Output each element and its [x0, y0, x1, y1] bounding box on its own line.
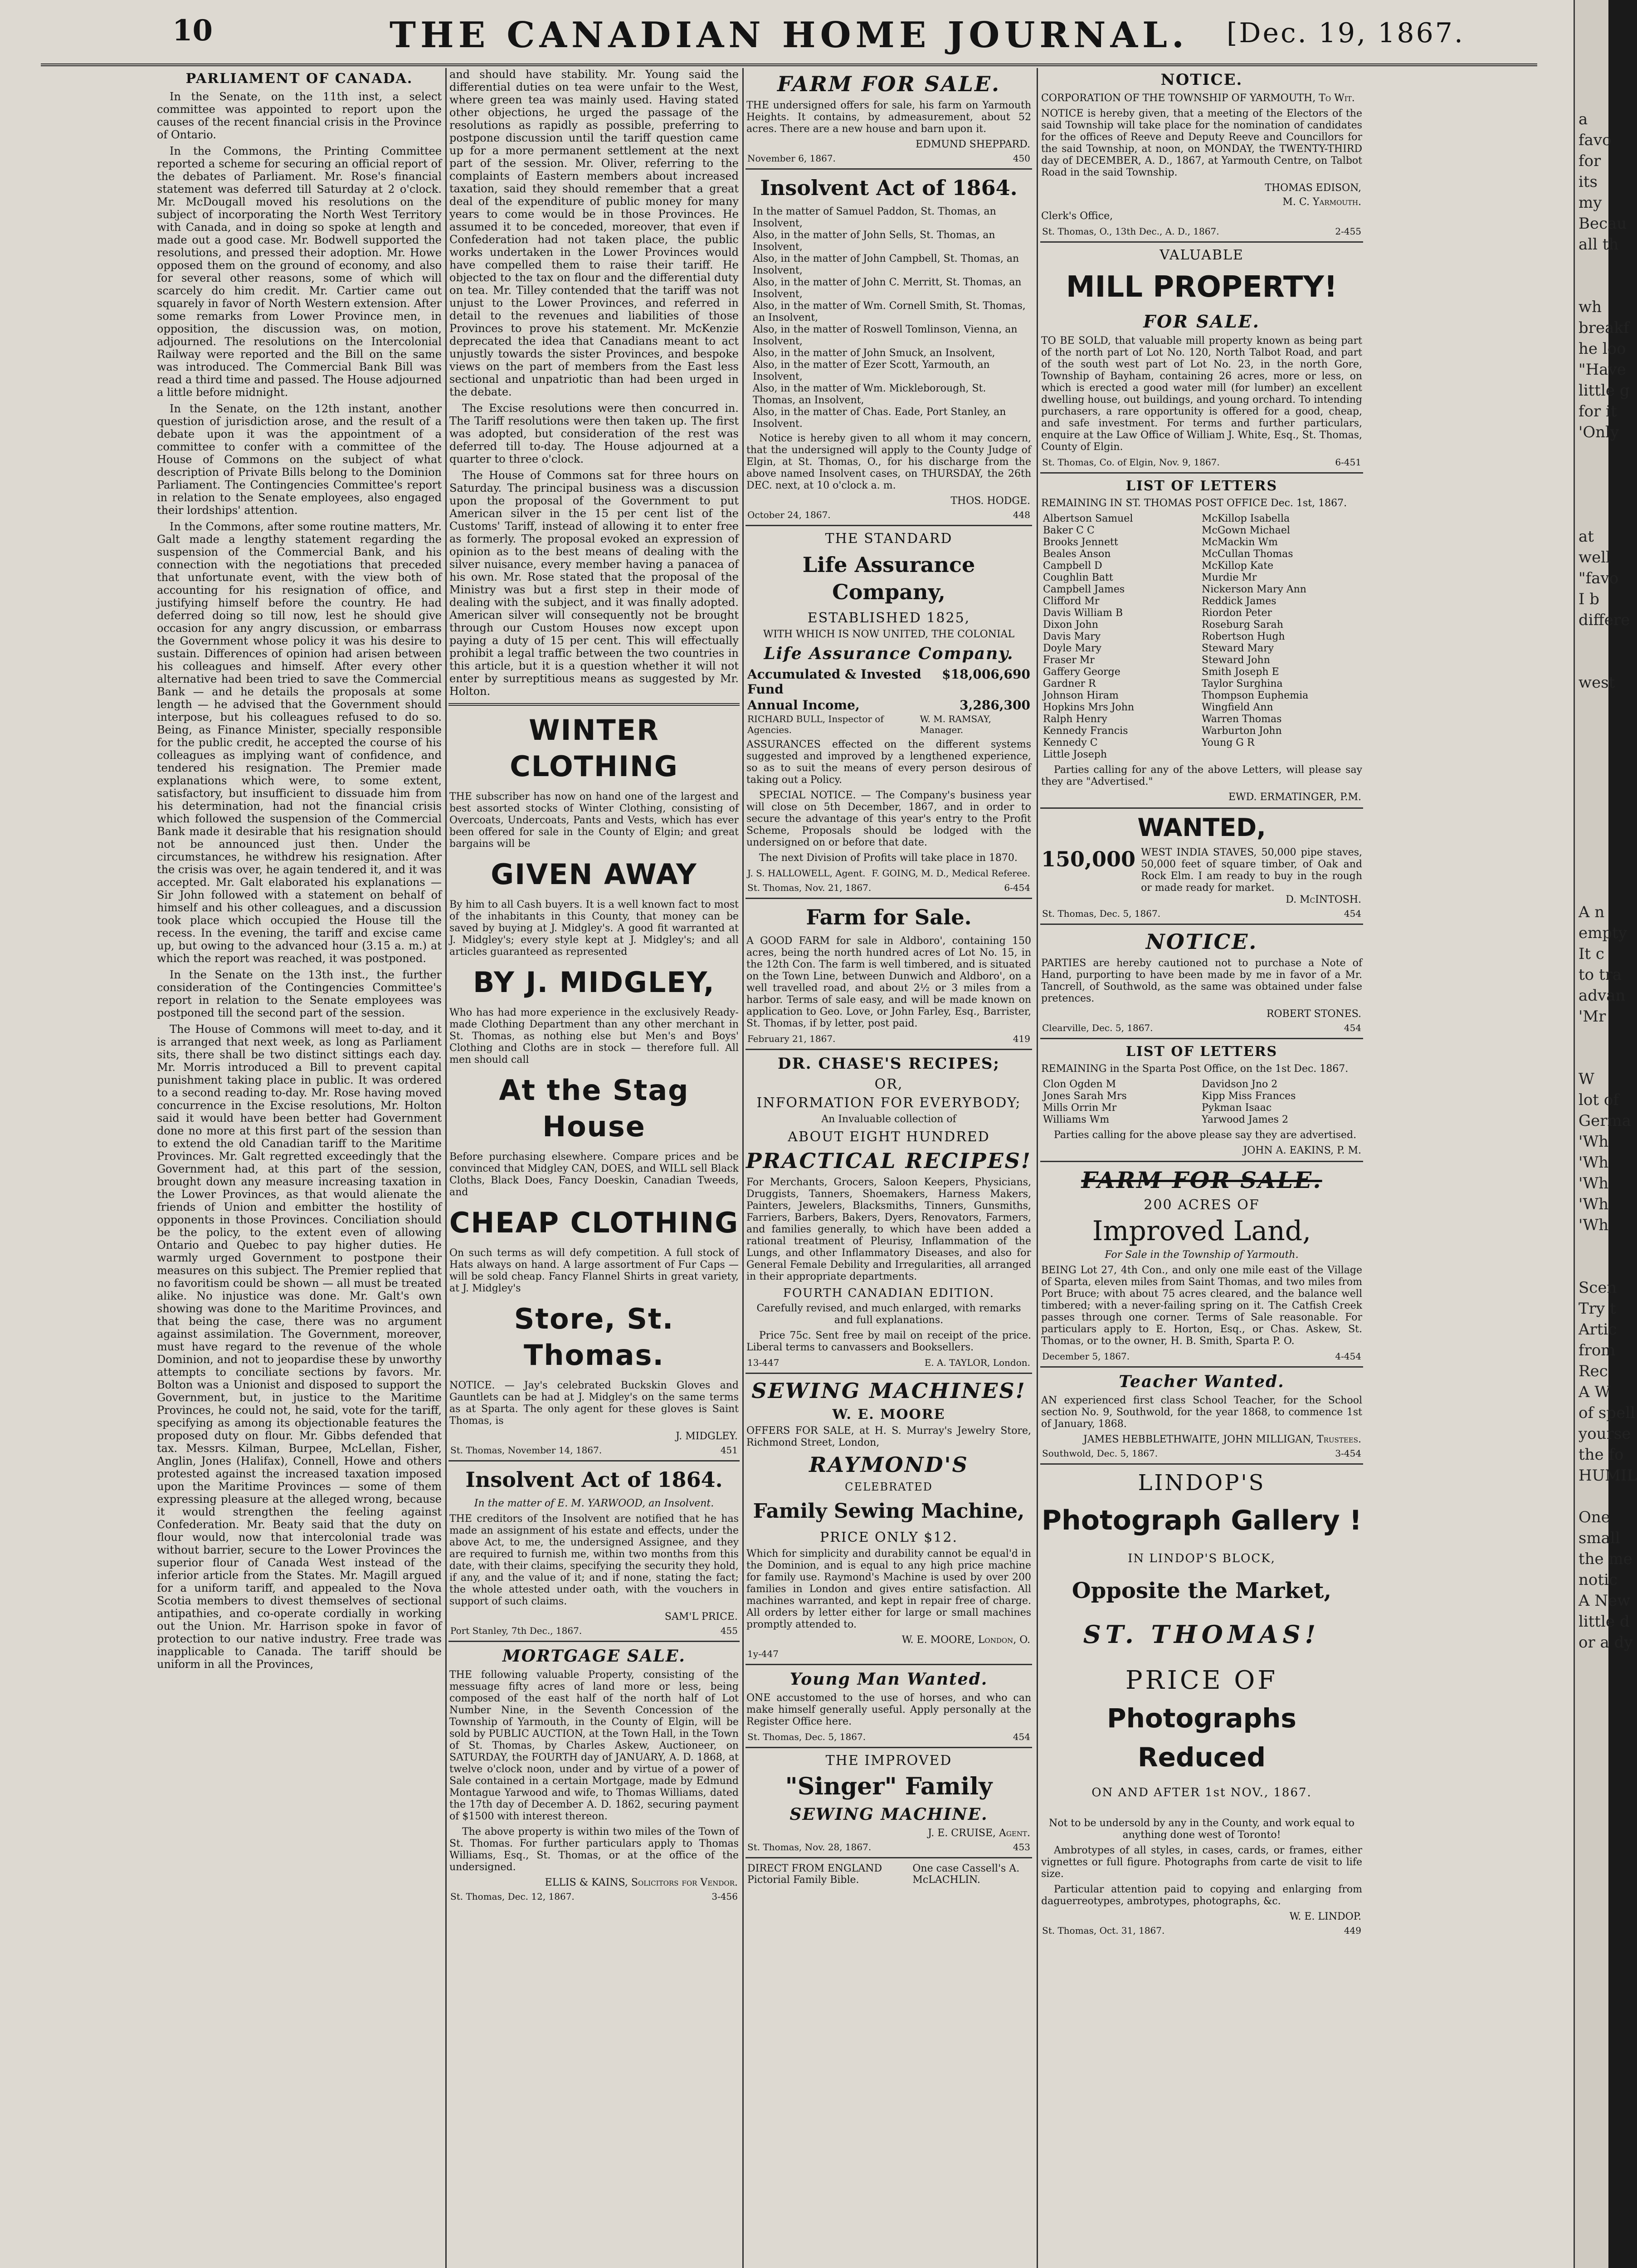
ad-signature: JAMES HEBBLETHWAITE, JOHN MILLIGAN, Trustees.: [1083, 1434, 1361, 1445]
letter-name: Little Joseph: [1043, 749, 1107, 760]
ad-heading: LIST OF LETTERS: [1125, 1044, 1278, 1060]
ad-code: 453: [1013, 1842, 1030, 1853]
ad-date: Southwold, Dec. 5, 1867.: [1042, 1448, 1158, 1459]
ad-heading: SEWING MACHINES!: [751, 1378, 1026, 1403]
letter-name: Pykman Isaac: [1202, 1102, 1272, 1114]
letter-name: Davis Mary: [1043, 631, 1101, 642]
ad-life-assurance: [744, 531, 1034, 893]
ad-date: October 24, 1867.: [747, 509, 831, 520]
article-paragraph: In the Senate, on the 11th inst, a select committee was appointed to report upon the causes of the recent financial crisis in the Province of Ontario.: [157, 90, 442, 141]
insolvent-list: [753, 206, 1030, 430]
adjacent-page-text: a favo for its my Becau all th wh breakf he loo "Have little g for it 'Only at well "favo I b differe west A n empty It c to tra advan 'Mr W lot of Germa 'Wh 'Wh 'Wh 'Wh 'Wh Scen Try t Artic from Rec A W of spell yourse the fo HUMIL One small the me notic A New little d or a dy: [1579, 110, 1637, 1652]
ad-text: Ambrotypes of all styles, in cases, cards, or frames, either vignettes or full figure. Photographs from carte de visit to life size.: [1041, 1845, 1362, 1880]
letter-name: Hopkins Mrs John: [1043, 702, 1135, 713]
ad-code: 449: [1344, 1925, 1361, 1936]
ad-heading: At the Stag House: [499, 1074, 689, 1143]
ad-footer: [747, 1648, 1030, 1659]
ad-heading: "Singer" Family: [785, 1773, 993, 1800]
ad-date: St. Thomas, November 14, 1867.: [450, 1445, 602, 1456]
ad-heading: Farm for Sale.: [806, 905, 972, 929]
ad-text: BEING Lot 27, 4th Con., and only one mile east of the Village of Sparta, eleven miles from Saint Thomas, and two miles from Port Bruce; with about 75 acres cleared, and the balance well timbered; with a never-failing spring on it. The Catfish Creek passes through one corner. Terms of Sale reasonable. For particulars apply to E. Horton, Esq., or Chas. Askew, St. Thomas, or to the owner, H. B. Smith, Sparta P. O.: [1041, 1265, 1362, 1347]
letter-name: Davis William B: [1043, 607, 1123, 619]
letter-name: Clon Ogden M: [1043, 1079, 1116, 1090]
ad-heading: LINDOP'S: [1138, 1470, 1266, 1496]
article-paragraph: The House of Commons sat for three hours on Saturday. The principal business was a discussion upon the proposal of the Government to put American silver in the 15 per cent list of the Customs' Tariff, instead of allowing it to enter free as formerly. The proposal evoked an expression of opinion as to the best means of dealing with the silver nuisance, every member having a panacea of his own. Mr. Rose stated that the proposal of the Ministry was but a first step in their mode of dealing with the subject, and it was finally adopted. American silver will consequently not be brought through our Custom Houses now except upon paying a duty of 15 per cent. This will effectually prohibit a legal traffic between the two countries in this article, but it is a question whether it will not enter by surreptitious means as suggested by Mr. Holton.: [449, 469, 739, 698]
list-item: In the matter of Samuel Paddon, St. Thomas, an Insolvent,: [753, 206, 996, 229]
ad-heading: MILL PROPERTY!: [1066, 270, 1338, 304]
letter-name: Young G R: [1202, 737, 1255, 748]
letter-name: McMackin Wm: [1202, 537, 1278, 548]
letters-list: [1043, 513, 1360, 761]
income-row: [747, 698, 1030, 713]
ad-footer: [747, 1842, 1030, 1853]
divider: [1040, 1366, 1363, 1368]
ad-subheading: FOR SALE.: [1143, 311, 1260, 332]
ad-notice-yarmouth: [1038, 71, 1365, 237]
ad-subheading: W. E. MOORE: [832, 1407, 945, 1422]
adjacent-page-edge: [1574, 0, 1637, 2268]
letter-name: Mills Orrin Mr: [1043, 1102, 1117, 1114]
ad-heading: PRACTICAL RECIPES!: [745, 1149, 1032, 1173]
letter-name: Fraser Mr: [1043, 655, 1095, 666]
letter-name: Gardner R: [1043, 678, 1096, 689]
ad-signature: J. MIDGLEY.: [676, 1431, 738, 1442]
article-paragraph: The House of Commons will meet to-day, and it is arranged that next week, as long as Parliament sits, there shall be two distinct sittings each day. Mr. Morris introduced a Bill to prevent capital punishment taking place in public. It was ordered to a second reading to-day. Mr. Rose having moved concurrence in the Excise resolutions, Mr. Holton said it would have been better had Government done no more at this first part of the session than to extend the old Canadian tariff to the Maritime Provinces. Mr. Galt regretted exceedingly that the Government had, at this part of the session, brought down any measure increasing taxation in the Lower Provinces, as that would alienate the friends of Union and embitter the hostility of opponents in those Provinces. Conciliation should be the policy, to the extent even of allowing Ontario and Quebec to pay higher duties. He warmly urged Government to postpone their measures on this subject. The Premier replied that no favoritism could be shown — all must be treated alike. No injustice was done. Mr. Galt's own showing was done to the Maritime Provinces, and that being the case, there was no argument against assimilation. The Government, moreover, must have regard to the revenue of the whole Dominion, and not to jeopardise these by unworthy attempts to conciliate sections by favors. Mr. Bolton was a Unionist and disposed to support the Government, but, in justice to the Maritime Provinces, he could not, he said, vote for the tariff, specifying as among its objectionable features the proposed duty on flour. Mr. Gibbs defended that tax. Messrs. Kilman, Burpee, McLellan, Fisher, Anglin, Jones (Halifax), Connell, Howe and others protested against the increased taxation imposed upon the Maritime Provinces — some of them expressing pleasure at the alleged wrong, because it would strengthen the feeling against Confederation. Mr. Beaty said that the duty on flour would, now that intercolonial trade was without barrier, secure to the Lower Provinces the superior flour of Canada West instead of the inferior article from the States. Mr. Magill argued for a uniform tariff, and appealed to the Nova Scotia members to divest themselves of sectional antipathies, and co-operate cordially in working out the Union. Mr. Harrison spoke in favor of protection to our native industry. Free trade was inapplicable to Canada. The tariff should be uniform in all the Provinces,: [157, 1023, 442, 1671]
ad-date: St. Thomas, Nov. 21, 1867.: [747, 882, 872, 893]
divider: [1040, 924, 1363, 925]
fund-label: Accumulated & Invested Fund: [747, 667, 921, 697]
ad-code: 450: [1013, 153, 1030, 164]
column-rule: [1037, 68, 1038, 2268]
agent: J. S. HALLOWELL, Agent.: [747, 868, 866, 879]
article-paragraph: In the Senate on the 13th inst., the further consideration of the Contingencies Committee's report in relation to the Senate employees was postponed till the second part of the session.: [157, 968, 442, 1019]
ad-heading: ST. THOMAS!: [1083, 1620, 1320, 1649]
ad-signature: SAM'L PRICE.: [664, 1611, 738, 1623]
ad-signature: THOMAS EDISON,: [1265, 182, 1361, 194]
ad-kicker: THE IMPROVED: [825, 1753, 952, 1769]
list-item: Also, in the matter of Wm. Mickleborough, St. Thomas, an Insolvent,: [753, 383, 986, 406]
ad-signature: EDMUND SHEPPARD.: [916, 139, 1030, 150]
ad-heading: MORTGAGE SALE.: [502, 1647, 686, 1666]
ad-heading: CHEAP CLOTHING: [449, 1206, 739, 1239]
ad-mortgage-sale: [447, 1647, 741, 1902]
ad-date: November 6, 1867.: [747, 153, 836, 164]
letter-name: Ralph Henry: [1043, 714, 1107, 725]
ad-date: Port Stanley, 7th Dec., 1867.: [450, 1625, 582, 1636]
letter-name: [1202, 749, 1360, 761]
ad-date: St. Thomas, O., 13th Dec., A. D., 1867.: [1042, 226, 1219, 237]
letter-name: Albertson Samuel: [1043, 513, 1133, 524]
ad-footer: [1042, 457, 1361, 468]
letter-name: Thompson Euphemia: [1202, 690, 1309, 701]
divider: [1040, 472, 1363, 474]
list-item: Also, in the matter of Roswell Tomlinson, Vienna, an Insolvent,: [753, 324, 1018, 347]
ad-code: 419: [1013, 1033, 1030, 1044]
letter-name: Brooks Jennett: [1043, 537, 1118, 548]
ad-text: TO BE SOLD, that valuable mill property known as being part of the north part of Lot No. 120, North Talbot Road, and part of the south west part of Lot No. 23, in the north Gore, Township of Bayham, containing 26 acres, more or less, on which is erected a good water mill (for lumber) an excellent dwelling house, out buildings, and young orchard. To intending purchasers, a rare opportunity is offered for a good, cheap, and safe investment. For terms and further particulars, enquire at the Law Office of William J. White, Esq., St. Thomas, County of Elgin.: [1041, 335, 1362, 453]
ad-heading: GIVEN AWAY: [491, 858, 697, 891]
ad-heading: DR. CHASE'S RECIPES;: [778, 1055, 1000, 1073]
ad-letters-sparta: [1038, 1044, 1365, 1156]
ad-heading: NOTICE.: [1160, 71, 1243, 89]
divider: [745, 168, 1032, 170]
letter-name: Murdie Mr: [1202, 572, 1257, 583]
ad-farm-improved-land: [1038, 1167, 1365, 1362]
ad-code: 448: [1013, 509, 1030, 520]
column-two: [447, 68, 741, 2268]
letter-name: Williams Wm: [1043, 1114, 1110, 1125]
ad-subline: ON AND AFTER 1st NOV., 1867.: [1091, 1786, 1312, 1799]
ad-text: Not to be undersold by any in the County, and work equal to anything done west of Toronto!: [1048, 1818, 1355, 1841]
ad-text: Which for simplicity and durability cannot be equal'd in the Dominion, and is equal to any high price machine for family use. Raymond's Machine is used by over 200 families in London and gives entire satisfaction. All machines warranted, and kept in repair free of charge. All orders by letter either for large or small machines promptly attended to.: [746, 1548, 1031, 1630]
ad-signature: D. McINTOSH.: [1286, 894, 1361, 905]
letter-name: Roseburg Sarah: [1202, 619, 1283, 631]
ad-heading: Young Man Wanted.: [789, 1670, 988, 1689]
ad-letters-st-thomas: [1038, 478, 1365, 803]
ad-subline: Clerk's Office,: [1041, 210, 1113, 222]
ad-text: PARTIES are hereby cautioned not to purchase a Note of Hand, purporting to have been made by me in favor of a Mr. Tancrell, of Southwold, as the same was obtained under false pretences.: [1041, 958, 1362, 1004]
list-item: Also, in the matter of John C. Merritt, St. Thomas, an Insolvent,: [753, 277, 1022, 300]
ad-subline: ABOUT EIGHT HUNDRED: [788, 1129, 990, 1145]
column-parliament: [154, 68, 444, 2268]
ad-subline: 200 ACRES OF: [1144, 1197, 1260, 1213]
letter-name: Davidson Jno 2: [1202, 1079, 1278, 1090]
letter-name: Nickerson Mary Ann: [1202, 584, 1306, 595]
letter-name: Riordon Peter: [1202, 607, 1272, 619]
ad-signature: ROBERT STONES.: [1266, 1008, 1361, 1020]
divider: [745, 1747, 1032, 1748]
ad-subheading: For Sale in the Township of Yarmouth.: [1105, 1249, 1299, 1261]
ad-date: Clearville, Dec. 5, 1867.: [1042, 1022, 1153, 1033]
ad-text: OFFERS FOR SALE, at H. S. Murray's Jewelry Store, Richmond Street, London,: [746, 1425, 1031, 1448]
ad-text: ASSURANCES effected on the different systems suggested and improved by a lengthened experience, so as to suit the means of every person desirous of taking out a Policy.: [746, 739, 1031, 786]
ad-singer-machine: [744, 1753, 1034, 1853]
ad-farm-yarmouth-heights: [744, 72, 1034, 164]
income-value: 3,286,300: [960, 698, 1030, 713]
ad-subline: CELEBRATED: [845, 1481, 933, 1493]
ad-text: Carefully revised, and much enlarged, with remarks and full explanations.: [756, 1303, 1021, 1326]
divider: [745, 525, 1032, 526]
ad-code: 4-454: [1335, 1351, 1361, 1362]
ad-subline: FOURTH CANADIAN EDITION.: [783, 1286, 995, 1300]
ad-signature: JOHN A. EAKINS, P. M.: [1243, 1145, 1361, 1156]
ad-footer: [747, 1731, 1030, 1742]
ad-text: For Merchants, Grocers, Saloon Keepers, Physicians, Druggists, Tanners, Shoemakers, Harness Makers, Painters, Jewelers, Blacksmiths, Tinners, Gunsmiths, Farriers, Barbers, Bakers, Dyers, Renovators, Farmers, and families generally, to which have been added a rational treatment of Pleurisy, Inflammation of the Lungs, and other Inflammatory Diseases, and also for General Female Debility and Irregularities, all arranged in their appropriate departments.: [746, 1177, 1031, 1282]
ad-text: Particular attention paid to copying and enlarging from daguerreotypes, ambrotypes, photographs, &c.: [1041, 1884, 1362, 1907]
ad-text: SPECIAL NOTICE. — The Company's business year will close on 5th December, 1867, and in order to secure the advantage of this year's entry to the Profit Scheme, Proposals should be lodged with the undersigned on or before that date.: [746, 790, 1031, 848]
ad-signature: M. C. Yarmouth.: [1282, 196, 1361, 208]
letter-name: Wingfield Ann: [1202, 702, 1273, 713]
letter-name: Doyle Mary: [1043, 643, 1101, 654]
letter-name: Beales Anson: [1043, 548, 1111, 560]
ad-heading: PRICE OF: [1125, 1666, 1278, 1695]
divider: [1040, 1161, 1363, 1162]
ad-subline: WITH WHICH IS NOW UNITED, THE COLONIAL: [763, 629, 1015, 640]
divider: [448, 703, 740, 706]
ad-date: St. Thomas, Dec. 5, 1867.: [747, 1731, 866, 1742]
ad-heading: Insolvent Act of 1864.: [465, 1467, 723, 1492]
ad-code: 13-447: [747, 1357, 780, 1368]
ad-footer: [747, 1033, 1030, 1044]
fund-value: $18,006,690: [942, 667, 1030, 682]
ad-footer: [450, 1891, 738, 1902]
officers-row: [747, 714, 1030, 735]
ad-footer: [450, 1445, 738, 1456]
ad-text: Before purchasing elsewhere. Compare prices and be convinced that Midgley CAN, DOES, and WILL sell Black Cloths, Black Does, Fancy Doeskin, Canadian Tweeds, and: [449, 1151, 739, 1198]
ad-text: Who has had more experience in the exclusively Ready-made Clothing Department than any other merchant in St. Thomas, as nothing else but Men's and Boys' Clothing and Cloths are in stock — therefore full. All men should call: [449, 1007, 739, 1066]
ad-subline: ESTABLISHED 1825,: [807, 610, 970, 626]
ad-date: St. Thomas, Co. of Elgin, Nov. 9, 1867.: [1042, 457, 1220, 468]
newspaper-title: THE CANADIAN HOME JOURNAL.: [390, 15, 1189, 56]
letter-name: Clifford Mr: [1043, 596, 1100, 607]
ad-text: Parties calling for any of the above Letters, will please say they are "Advertised.": [1041, 764, 1362, 787]
ad-text: By him to all Cash buyers. It is a well known fact to most of the inhabitants in this County, that money can be saved by buying at J. Midgley's. A good fit warranted at J. Midgley's; every style kept at J. Midgley's; and all articles guaranteed as represented: [449, 899, 739, 958]
divider: [745, 1857, 1032, 1858]
letter-name: McGown Michael: [1202, 525, 1290, 536]
ad-text: The above property is within two miles of the Town of St. Thomas. For further particulars apply to Thomas Williams, Esq., St. Thomas, or at the office of the undersigned.: [449, 1826, 739, 1873]
article-paragraph: In the Senate, on the 12th instant, another question of jurisdiction arose, and the result of a debate upon it was the appointment of a committee to confer with a committee of the House of Commons on the subject of what description of Private Bills belong to the Dominion Parliament. The Contingencies Committee's report in relation to the Senate employees, also engaged their lordships' attention.: [157, 402, 442, 517]
ad-text: REMAINING IN ST. THOMAS POST OFFICE Dec. 1st, 1867.: [1041, 498, 1347, 509]
divider: [448, 1641, 740, 1642]
ad-heading: BY J. MIDGLEY,: [473, 966, 715, 999]
ad-footer: [1042, 1448, 1361, 1459]
divider: [1040, 1038, 1363, 1039]
ad-heading: Teacher Wanted.: [1119, 1372, 1285, 1391]
ad-signature: E. A. TAYLOR, London.: [924, 1357, 1030, 1368]
bible-right: One case Cassell's A. McLACHLIN.: [912, 1863, 1020, 1886]
article-paragraph: In the Commons, after some routine matters, Mr. Galt made a lengthy statement regarding the suspension of the Commercial Bank, and his connection with the negotiations that preceded that unfortunate event, with the view both of accounting for his resignation of office, and justifying himself before the country. He had deferred doing so till now, lest he should give occasion for any angry discussion, or embarrass the Government whose policy it was his desire to sustain. Differences of opinion had arisen between his colleagues and himself. After every other alternative had been tried to save the Commercial Bank — and he details the proposals at some length — he advised that the Government should interpose, but his colleagues refused to do so. Being, as Finance Minister, specially responsible for the public credit, he accepted the course of his colleagues as implying want of confidence, and tendered his resignation. The Premier made explanations which were, to some extent, satisfactory, but insufficient to dissuade him from his determination, had not the financial crisis which followed the suspension of the Commercial Bank made it desirable that his resignation should not be announced just then. Under the circumstances, he withdrew his resignation. After the crisis was over, he again tendered it, and it was accepted. Mr. Galt elaborated his explanations — Sir John followed with a statement on behalf of himself and his other colleagues, and a discussion took place which occupied the House till the recess. In the evening, the tariff and excise came up, but owing to the advanced hour (3.15 a. m.) at which the report was reached, it was postponed.: [157, 520, 442, 965]
article-paragraph: In the Commons, the Printing Committee reported a scheme for securing an official report of the debates of Parliament. Mr. Rose's financial statement was deferred till Saturday at 2 o'clock. Mr. McDougall moved his resolutions on the subject of incorporating the North West Territory with Canada, and in doing so spoke at length and made out a good case. Mr. Bodwell supported the resolutions, and pressed their adoption. Mr. Howe opposed them on the ground of economy, and also for several other reasons, some of which will scarcely do him credit. Mr. Cartier came out squarely in favor of North Western extension. After some remarks from Lower Province men, in opposition, the discussion was, on motion, adjourned. The resolutions on the Intercolonial Railway were reported and the Bill on the same was introduced. The Commercial Bank Bill was read a third time and passed. The House adjourned a little before midnight.: [157, 145, 442, 399]
letter-name: McCullan Thomas: [1202, 548, 1293, 560]
ad-text: THE undersigned offers for sale, his farm on Yarmouth Heights. It contains, by admeasurement, about 52 acres. There are a new house and barn upon it.: [746, 100, 1031, 135]
ad-mill-property: [1038, 247, 1365, 468]
ad-subline: IN LINDOP'S BLOCK,: [1128, 1552, 1276, 1565]
divider: [1040, 1463, 1363, 1465]
ad-subline: CORPORATION OF THE TOWNSHIP OF YARMOUTH, To Wit.: [1041, 93, 1355, 104]
fund-row: [747, 667, 1030, 697]
page-number: 10: [172, 14, 213, 48]
ad-dr-chase-recipes: [744, 1055, 1034, 1368]
ad-text: Notice is hereby given to all whom it may concern, that the undersigned will apply to the County Judge of Elgin, at St. Thomas, O., for his discharge from the above named Insolvent cases, on THURSDAY, the 26th DEC. next, at 10 o'clock a. m.: [746, 433, 1031, 491]
officer-inspector: RICHARD BULL, Inspector of Agencies.: [747, 714, 884, 735]
ad-date: St. Thomas, Nov. 28, 1867.: [747, 1842, 872, 1853]
ad-sewing-machines: [744, 1378, 1034, 1659]
ad-signature: W. E. LINDOP.: [1289, 1911, 1361, 1922]
ad-kicker: THE STANDARD: [825, 531, 953, 547]
ad-text: NOTICE. — Jay's celebrated Buckskin Gloves and Gauntlets can be had at J. Midgley's on the same terms as at Sparta. The only agent for these gloves is Saint Thomas, is: [449, 1380, 739, 1427]
letter-name: Taylor Surghina: [1202, 678, 1283, 689]
ad-text: The next Division of Profits will take place in 1870.: [759, 852, 1018, 864]
ad-subheading: INFORMATION FOR EVERYBODY;: [756, 1095, 1021, 1111]
article-paragraph: and should have stability. Mr. Young said the differential duties on tea were unfair to the West, where green tea was mainly used. Having stated other objections, he urged the passage of the resolutions as rapidly as possible, preferring to postpone discussion until the tariff question came up for a more permanent settlement at the next part of the session. Mr. Oliver, referring to the complaints of Eastern members about increased taxation, said they should remember that a great deal of the expenditure of public money for many years to come would be in those Provinces. He assumed it to be conceded, moreover, that even if Confederation had not taken place, the public works undertaken in the Lower Provinces would have compelled them to raise their tariff. He objected to the tax on flour and the differential duty on tea. Mr. Tilley contended that the tariff was not unjust to the Lower Provinces, and referred in detail to the revenues and liabilities of those Provinces to prove his statement. Mr. McKenzie deprecated the idea that Canadians meant to act unjustly towards the sister Provinces, and bespoke views on the part of members from the East less sectional and unpatriotic than had been urged in the debate.: [449, 68, 739, 398]
ad-footer: [1042, 908, 1361, 919]
letter-name: Johnson Hiram: [1043, 690, 1119, 701]
column-three: [744, 68, 1034, 2268]
ad-teacher-wanted: [1038, 1372, 1365, 1459]
ad-heading: Photograph Gallery !: [1042, 1505, 1362, 1536]
ad-insolvent-yarwood: [447, 1466, 741, 1636]
ad-footer: [1042, 1925, 1361, 1936]
column-four: [1038, 68, 1365, 2268]
letter-name: Warren Thomas: [1202, 714, 1282, 725]
masthead: [41, 9, 1537, 66]
article-paragraph: The Excise resolutions were then concurred in. The Tariff resolutions were then taken up. The first was adopted, but consideration of the rest was deferred till to-day. The House adjourned at a quarter to three o'clock.: [449, 402, 739, 465]
divider: [448, 1460, 740, 1461]
ad-signature: THOS. HODGE.: [950, 495, 1030, 507]
ad-subheading: SEWING MACHINE.: [789, 1805, 988, 1824]
divider: [745, 1373, 1032, 1374]
letter-name: Smith Joseph E: [1202, 666, 1279, 678]
ad-heading: Insolvent Act of 1864.: [760, 176, 1018, 200]
ad-text: ONE accustomed to the use of horses, and who can make himself generally useful. Apply personally at the Register Office here.: [746, 1692, 1031, 1727]
ad-heading: LIST OF LETTERS: [1125, 478, 1278, 494]
ad-code: 3-454: [1335, 1448, 1361, 1459]
ad-code: 6-454: [1004, 882, 1030, 893]
income-label: Annual Income,: [747, 698, 860, 713]
ad-subheading: Life Assurance Company.: [764, 644, 1014, 663]
ad-signature: J. E. CRUISE, Agent.: [928, 1828, 1030, 1839]
ad-code: 454: [1344, 908, 1361, 919]
issue-date: [Dec. 19, 1867.: [1226, 17, 1465, 49]
ad-text: REMAINING in the Sparta Post Office, on the 1st Dec. 1867.: [1041, 1063, 1349, 1075]
ad-text: Price 75c. Sent free by mail on receipt of the price. Liberal terms to canvassers and Booksellers.: [746, 1330, 1031, 1353]
ad-text: THE subscriber has now on hand one of the largest and best assorted stocks of Winter Clothing, consisting of Overcoats, Undercoats, Pants and Vests, which has ever been offered for sale in the County of Elgin; and great bargains will be: [449, 791, 739, 850]
ad-heading: RAYMOND'S: [809, 1452, 969, 1477]
letter-name: Robertson Hugh: [1202, 631, 1285, 642]
ad-footer: [747, 882, 1030, 893]
ad-heading: FARM FOR SALE.: [777, 72, 1001, 96]
divider: [745, 1664, 1032, 1665]
divider: [745, 898, 1032, 899]
ad-heading: NOTICE.: [1145, 929, 1258, 954]
ad-date: St. Thomas, Oct. 31, 1867.: [1042, 1925, 1165, 1936]
list-item: Also, in the matter of Chas. Eade, Port Stanley, an Insolvent.: [753, 406, 1006, 430]
ad-bible: [747, 1863, 1030, 1886]
ad-kicker: VALUABLE: [1160, 247, 1244, 263]
medical-referee: F. GOING, M. D., Medical Referee.: [872, 868, 1030, 879]
ad-heading: WINTER CLOTHING: [510, 714, 678, 783]
ad-text: THE following valuable Property, consisting of the messuage fifty acres of land more or less, being composed of the east half of the north half of Lot Number Nine, in the Seventh Concession of the Township of Yarmouth, in the County of Elgin, will be sold by PUBLIC AUCTION, at the Town Hall, in the Town of St. Thomas, by Charles Askew, Auctioneer, on SATURDAY, the FOURTH day of JANUARY, A. D. 1868, at twelve o'clock noon, under and by virtue of a power of Sale contained in a certain Mortgage, made by Edmund Montague Yarwood and wife, to Thomas Williams, dated the 17th day of December A. D. 1862, securing payment of $1500 with interest thereon.: [449, 1669, 739, 1822]
letter-name: Dixon John: [1043, 619, 1098, 631]
letter-name: Warburton John: [1202, 725, 1282, 737]
letter-name: Gaffery George: [1043, 666, 1121, 678]
ad-heading: Photographs Reduced: [1107, 1703, 1296, 1773]
letter-name: Yarwood James 2: [1202, 1114, 1288, 1125]
staves-row: [1041, 847, 1362, 894]
list-item: Also, in the matter of Ezer Scott, Yarmouth, an Insolvent,: [753, 359, 990, 382]
ad-text: AN experienced first class School Teacher, for the School section No. 9, Southwold, for the year 1868, to commence 1st of January, 1868.: [1041, 1395, 1362, 1430]
divider: [1040, 241, 1363, 243]
letter-name: Campbell James: [1043, 584, 1125, 595]
list-item: Also, in the matter of Wm. Cornell Smith, St. Thomas, an Insolvent,: [753, 300, 1026, 323]
bible-left: DIRECT FROM ENGLAND Pictorial Family Bible.: [747, 1863, 882, 1886]
letter-name: Steward Mary: [1202, 643, 1274, 654]
ad-text: WEST INDIA STAVES, 50,000 pipe staves, 50,000 feet of square timber, of Oak and Rock Elm. I am ready to buy in the rough or made ready for market.: [1141, 847, 1362, 894]
ad-signature: EWD. ERMATINGER, P.M.: [1228, 792, 1361, 803]
letter-name: Coughlin Batt: [1043, 572, 1113, 583]
ad-date: December 5, 1867.: [1042, 1351, 1130, 1362]
ad-date: February 21, 1867.: [747, 1033, 836, 1044]
ad-winter-clothing: [447, 712, 741, 1456]
ad-footer: [747, 1357, 1030, 1368]
ad-subheading: In the matter of E. M. YARWOOD, an Insolvent.: [474, 1498, 714, 1509]
ad-signature: ELLIS & KAINS, Solicitors for Vendor.: [545, 1877, 738, 1888]
letter-name: Kennedy Francis: [1043, 725, 1128, 737]
list-item: Also, in the matter of John Smuck, an Insolvent,: [753, 347, 995, 359]
ad-code: 451: [720, 1445, 738, 1456]
divider: [745, 1049, 1032, 1050]
ad-footer: [747, 153, 1030, 164]
ad-heading: Family Sewing Machine,: [753, 1500, 1025, 1523]
letter-name: Reddick James: [1202, 596, 1276, 607]
letter-name: Steward John: [1202, 655, 1270, 666]
staves-count: 150,000: [1041, 847, 1136, 871]
ad-insolvent-list: [744, 174, 1034, 520]
letter-name: Jones Sarah Mrs: [1043, 1090, 1127, 1102]
ad-text: NOTICE is hereby given, that a meeting of the Electors of the said Township will take place for the nomination of candidates for the offices of Reeve and Deputy Reeve and Councillors for the said Township, at noon, on MONDAY, the TWENTY-THIRD day of DECEMBER, A. D., 1867, at Yarmouth Centre, on Talbot Road in the said Township.: [1041, 108, 1362, 178]
ad-code: 2-455: [1335, 226, 1361, 237]
ad-heading: Store, St. Thomas.: [514, 1302, 674, 1372]
ad-farm-aldboro: [744, 904, 1034, 1044]
ad-text: A GOOD FARM for sale in Aldboro', containing 150 acres, being the north hundred acres of Lot No. 15, in the 12th Con. The farm is well timbered, and is situated on the Town Line, between Dunwich and Aldboro', on a well travelled road, and about 2½ or 3 miles from a harbor. Terms of sale easy, and will be made known on application to Geo. Love, or John Farley, Esq., Barrister, St. Thomas, if by letter, post paid.: [746, 935, 1031, 1029]
ad-staves-wanted: [1038, 813, 1365, 919]
ad-footer: [747, 509, 1030, 520]
ad-footer: [450, 1625, 738, 1636]
ad-text: THE creditors of the Insolvent are notified that he has made an assignment of his estate and effects, under the above Act, to me, the undersigned Assignee, and they are required to furnish me, within two months from this date, with their claims, specifying the security they hold, if any, and the value of it; and if none, stating the fact; the whole attested under oath, with the vouchers in support of such claims.: [449, 1513, 739, 1607]
ad-lindop-gallery: [1038, 1469, 1365, 1936]
section-heading: PARLIAMENT OF CANADA.: [185, 71, 413, 87]
letter-name: McKillop Isabella: [1202, 513, 1290, 524]
letters-list: [1043, 1079, 1360, 1126]
ad-young-man-wanted: [744, 1670, 1034, 1742]
officer-manager: W. M. RAMSAY, Manager.: [920, 714, 991, 735]
ad-subheading: Opposite the Market,: [1072, 1578, 1332, 1603]
ad-date: St. Thomas, Dec. 12, 1867.: [450, 1891, 575, 1902]
agents-row: [747, 868, 1030, 879]
ad-notice-stones: [1038, 929, 1365, 1033]
ad-text: Parties calling for the above please say they are advertised.: [1054, 1129, 1357, 1141]
ad-subline: OR,: [874, 1076, 903, 1092]
letter-name: Baker C C: [1043, 525, 1095, 536]
ad-signature: W. E. MOORE, London, O.: [901, 1634, 1030, 1646]
ad-footer: [1042, 1351, 1361, 1362]
ad-code: 6-451: [1335, 457, 1361, 468]
ad-footer: [1042, 1022, 1361, 1033]
ad-date: St. Thomas, Dec. 5, 1867.: [1042, 908, 1161, 919]
ad-code: 454: [1344, 1022, 1361, 1033]
ad-heading: Life Assurance Company,: [802, 552, 975, 604]
divider: [1040, 807, 1363, 809]
ad-price: PRICE ONLY $12.: [820, 1530, 958, 1545]
letter-name: Kipp Miss Frances: [1202, 1090, 1296, 1102]
ad-code: 454: [1013, 1731, 1030, 1742]
ad-heading: Improved Land,: [1092, 1215, 1311, 1247]
list-item: Also, in the matter of John Campbell, St. Thomas, an Insolvent,: [753, 253, 1019, 276]
ad-footer: [1042, 226, 1361, 237]
letter-name: McKillop Kate: [1202, 560, 1274, 572]
list-item: Also, in the matter of John Sells, St. Thomas, an Insolvent,: [753, 230, 995, 253]
letter-name: Kennedy C: [1043, 737, 1098, 748]
ad-subline: An Invaluable collection of: [821, 1114, 956, 1125]
letter-name: Campbell D: [1043, 560, 1102, 572]
ad-text: On such terms as will defy competition. A full stock of Hats always on hand. A large assortment of Fur Caps — will be sold cheap. Fancy Flannel Shirts in great variety, at J. Midgley's: [449, 1247, 739, 1294]
ad-code: 455: [720, 1625, 738, 1636]
ad-code: 3-456: [711, 1891, 738, 1902]
ad-heading: WANTED,: [1137, 813, 1266, 842]
ad-code: 1y-447: [747, 1648, 779, 1659]
ad-heading: FARM FOR SALE.: [1081, 1167, 1322, 1193]
